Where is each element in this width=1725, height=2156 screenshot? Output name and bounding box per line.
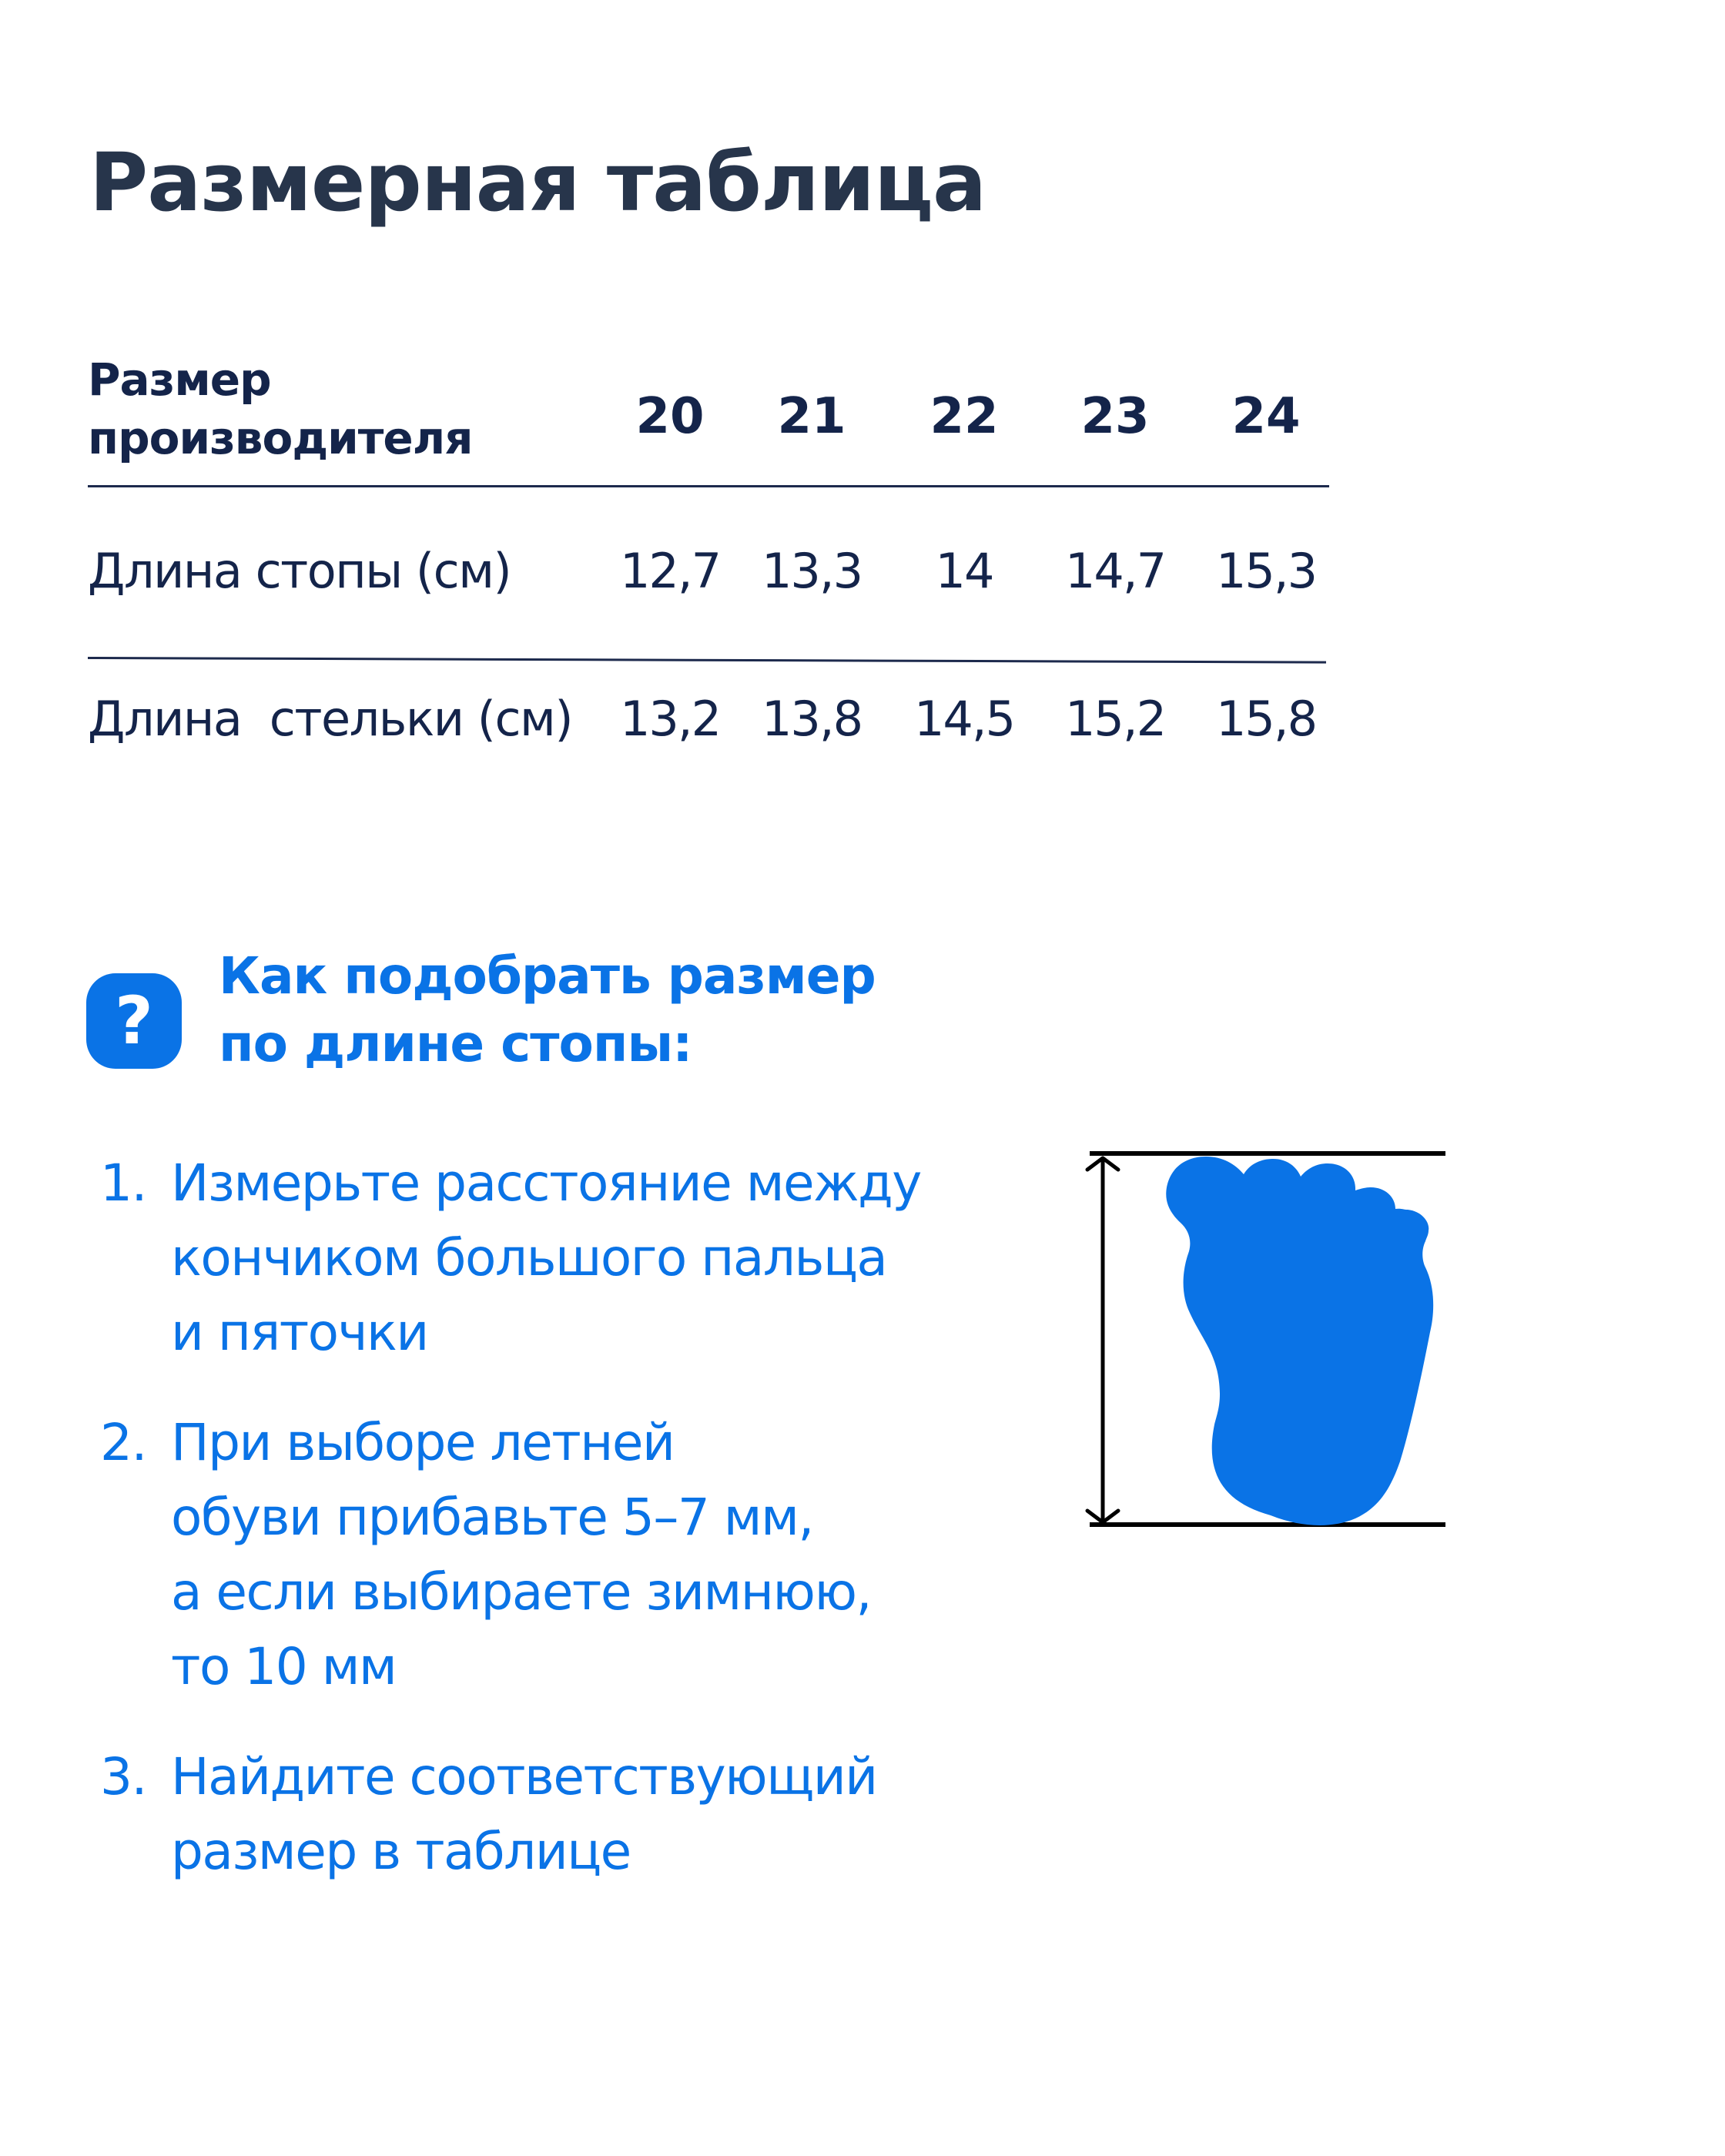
table-row [88, 543, 1329, 620]
size-cell: 21 [777, 388, 846, 445]
steps-list [100, 1146, 986, 1924]
step-line: При выборе летней [171, 1413, 675, 1472]
step-line: а если выбираете зимнюю, [171, 1562, 871, 1622]
help-title [219, 942, 876, 1078]
step-line: обуви прибавьте 5–7 мм, [171, 1488, 813, 1547]
step-line: и пяточки [171, 1303, 428, 1362]
help-title-line1: Как подобрать размер [219, 946, 876, 1006]
step-line: Измерьте расстояние между [171, 1153, 921, 1213]
value-cell: 14 [935, 543, 993, 599]
table-header-row [88, 350, 1329, 485]
table-row [88, 691, 1329, 768]
step-line: размер в таблице [171, 1822, 631, 1881]
row-label: Длина стельки (см) [88, 691, 573, 747]
table-divider [88, 485, 1329, 487]
size-cell: 24 [1231, 388, 1301, 445]
table-divider [88, 657, 1326, 664]
step-item [100, 1146, 986, 1370]
size-cell: 20 [635, 388, 705, 445]
step-line: кончиком большого пальца [171, 1228, 887, 1287]
header-label-line1: Размер [88, 353, 271, 406]
step-line: Найдите соответствующий [171, 1747, 877, 1806]
value-cell: 15,8 [1215, 691, 1317, 747]
header-label-line2: производителя [88, 412, 473, 464]
value-cell: 14,5 [913, 691, 1015, 747]
page-title: Размерная таблица [89, 136, 986, 229]
size-cell: 23 [1080, 388, 1150, 445]
foot-measurement-icon [1078, 1140, 1586, 1817]
size-table [88, 350, 1329, 747]
value-cell: 14,7 [1064, 543, 1166, 599]
step-number: 2. [100, 1413, 146, 1472]
step-line: то 10 мм [171, 1637, 397, 1696]
question-glyph: ? [115, 983, 153, 1060]
value-cell: 12,7 [619, 543, 721, 599]
size-cell: 22 [929, 388, 999, 445]
value-cell: 13,3 [761, 543, 862, 599]
step-item [100, 1405, 986, 1704]
step-number: 1. [100, 1153, 146, 1213]
value-cell: 15,2 [1064, 691, 1166, 747]
header-label [88, 350, 472, 467]
help-title-line2: по длине стопы: [219, 1014, 692, 1073]
step-item [100, 1739, 986, 1889]
row-label: Длина стопы (см) [88, 543, 511, 599]
value-cell: 13,2 [619, 691, 721, 747]
value-cell: 15,3 [1215, 543, 1317, 599]
question-mark-icon [86, 973, 182, 1069]
step-number: 3. [100, 1747, 146, 1806]
value-cell: 13,8 [761, 691, 862, 747]
